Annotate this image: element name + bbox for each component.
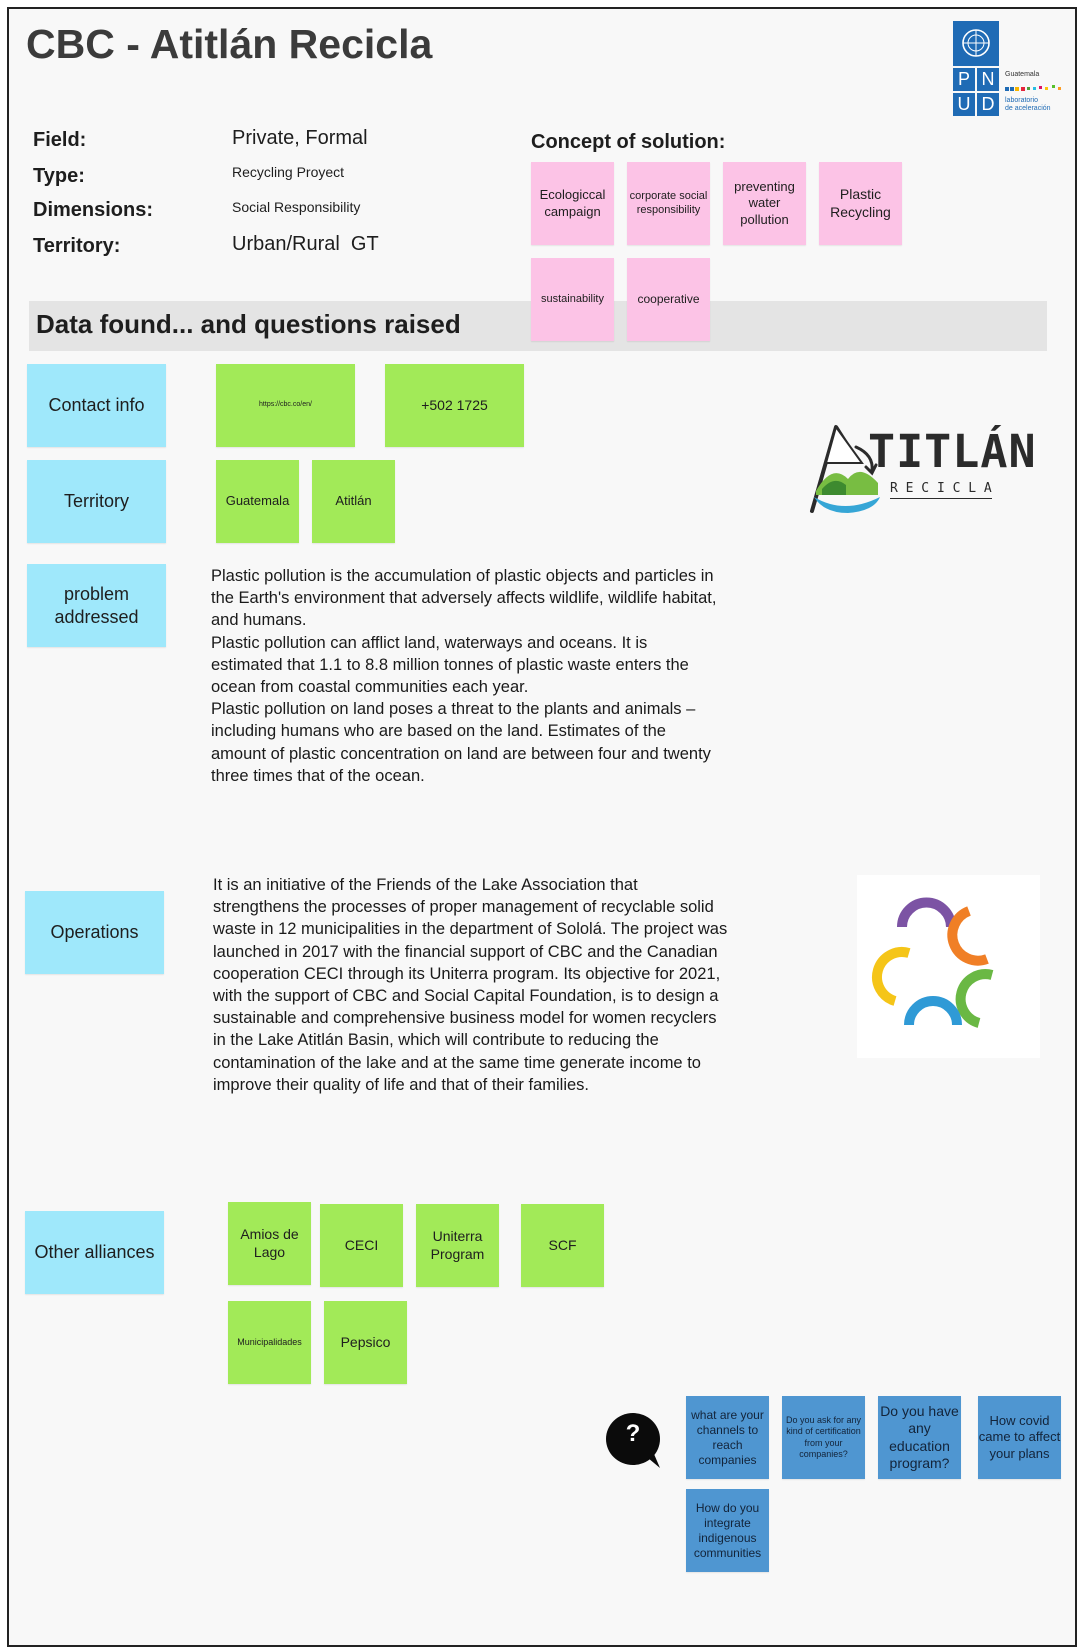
pnud-letter: D (977, 93, 999, 116)
row-label-territory[interactable]: Territory (27, 460, 166, 543)
question-mark: ? (625, 1420, 641, 1447)
sticky-note[interactable]: CECI (320, 1204, 403, 1287)
pnud-country: Guatemala (1005, 71, 1040, 78)
sticky-note[interactable]: Atitlán (312, 460, 395, 543)
sdg-dots-icon (1005, 85, 1063, 93)
question-note[interactable]: Do you have any education program? (878, 1396, 961, 1479)
territory-label: Territory: (33, 235, 121, 257)
operations-paragraph: It is an initiative of the Friends of the Lake Association that strengthens the processes of proper management of recyclable solid waste in 12 municipalities in the department of Sololá. The project was launched in 2017 with the financial support of CBC and the Canadian cooperation CECI through its Uniterra program. Its objective for 2021, with the support of CBC and Social Capital Foundation, is to design a sustainable and comprehensive business model for women recyclers in the Lake Atitlán Basin, which will contribute to reducing the contamination of the lake and at the same time generate income to improve their quality of life and that of their families. (213, 876, 728, 1094)
link-note[interactable]: https://cbc.co/en/ (216, 364, 355, 447)
type-label: Type: (33, 165, 85, 187)
atitlan-logo-word: TITLÁN (868, 425, 1037, 478)
question-note[interactable]: what are your channels to reach companies (686, 1396, 769, 1479)
pnud-logo (953, 21, 1061, 119)
row-label-operations[interactable]: Operations (25, 891, 164, 974)
concept-heading: Concept of solution: (531, 131, 726, 153)
sticky-note[interactable]: Plastic Recycling (819, 162, 902, 245)
sticky-note[interactable]: Ecologiccal campaign (531, 162, 614, 245)
question-note[interactable]: How covid came to affect your plans (978, 1396, 1061, 1479)
pnud-letter: U (953, 93, 975, 116)
sticky-note[interactable]: SCF (521, 1204, 604, 1287)
pnud-lab-line: de aceleración (1005, 105, 1051, 112)
pnud-letter: P (953, 68, 975, 91)
question-note[interactable]: How do you integrate indigenous communities (686, 1489, 769, 1572)
sticky-note[interactable]: Uniterra Program (416, 1204, 499, 1287)
dimensions-value: Social Responsibility (232, 199, 361, 215)
row-label-contact[interactable]: Contact info (27, 364, 166, 447)
section-title: Data found... and questions raised (36, 309, 461, 339)
problem-description (211, 565, 721, 787)
problem-paragraph: Plastic pollution can afflict land, waterways and oceans. It is estimated that 1.1 to 8.8 million tonnes of plastic waste enters the ocean from coastal communities each year. (211, 633, 689, 697)
pnud-lab-line: laboratorio (1005, 97, 1039, 104)
pnud-letter: N (977, 68, 999, 91)
problem-paragraph: Plastic pollution on land poses a threat to the plants and animals – including humans who are based on the land. Estimates of the amount of plastic concentration on land are between four and twenty three times that of the ocean. (211, 700, 711, 785)
sticky-note[interactable]: cooperative (627, 258, 710, 341)
recycling-circles-icon (857, 875, 1040, 1058)
sticky-note[interactable]: Municipalidades (228, 1301, 311, 1384)
type-value: Recycling Proyect (232, 164, 345, 180)
recycling-logo-image (857, 875, 1040, 1058)
row-label-alliances[interactable]: Other alliances (25, 1211, 164, 1294)
sticky-note[interactable]: Guatemala (216, 460, 299, 543)
operations-description (213, 874, 728, 1096)
atitlan-logo-sub: R E C I C L A (890, 481, 992, 499)
un-emblem-icon (953, 21, 999, 66)
question-note[interactable]: Do you ask for any kind of certification from your companies? (782, 1396, 865, 1479)
row-label-problem[interactable]: problem addressed (27, 564, 166, 647)
problem-paragraph: Plastic pollution is the accumulation of plastic objects and particles in the Earth's environment that adversely affects wildlife, wildlife habitat, and humans. (211, 567, 717, 630)
territory-value: Urban/Rural GT (232, 233, 379, 255)
sticky-note[interactable]: corporate social responsibility (627, 162, 710, 245)
whiteboard-canvas (7, 7, 1077, 1647)
page-title: CBC - Atitlán Recicla (26, 21, 433, 67)
sticky-note[interactable]: sustainability (531, 258, 614, 341)
sticky-note[interactable]: preventing water pollution (723, 162, 806, 245)
phone-note[interactable]: +502 1725 (385, 364, 524, 447)
field-value: Private, Formal (232, 127, 368, 149)
sticky-note[interactable]: Amios de Lago (228, 1202, 311, 1285)
field-label: Field: (33, 129, 87, 151)
sticky-note[interactable]: Pepsico (324, 1301, 407, 1384)
atitlan-recicla-logo (804, 419, 1039, 519)
dimensions-label: Dimensions: (33, 199, 154, 221)
